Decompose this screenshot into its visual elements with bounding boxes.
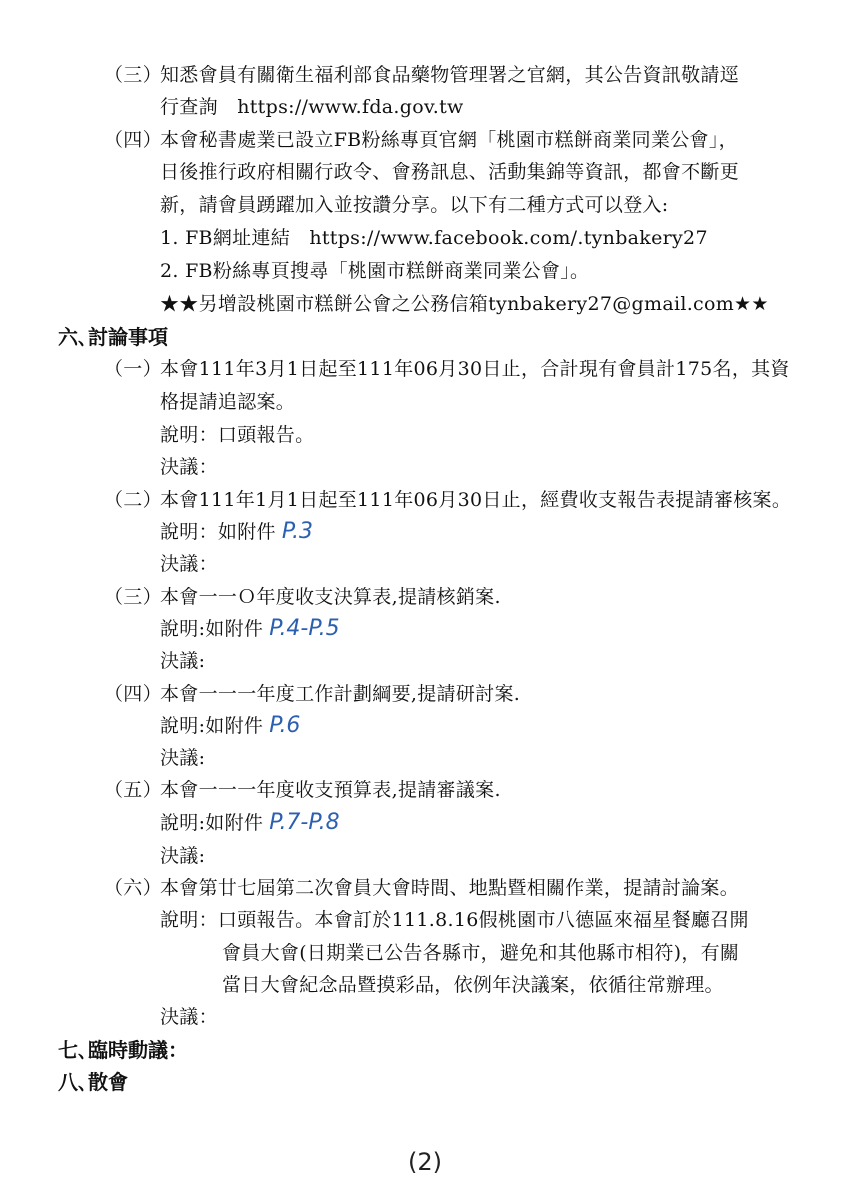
explanation: [160, 616, 340, 642]
section-heading-adjournment: 八､散會: [58, 1070, 128, 1094]
item-number: （四）: [104, 683, 162, 705]
explanation-label: 說明:如附件: [160, 618, 264, 640]
item-number: （六）: [104, 877, 162, 899]
resolution: 決議:: [160, 747, 206, 769]
explanation-label: 說明:如附件: [160, 715, 264, 737]
resolution: 決議:: [160, 650, 206, 672]
paragraph-line: 本會秘書處業已設立FB粉絲專頁官網「桃園市糕餅商業同業公會」，: [160, 129, 738, 151]
item-number: （三）: [104, 586, 162, 608]
resolution: 決議:: [160, 845, 206, 867]
fb-search-option: 2. FB粉絲專頁搜尋「桃園市糕餅商業同業公會」。: [160, 260, 590, 282]
section-heading-extempore-motions: 七､臨時動議：: [58, 1038, 188, 1062]
handwritten-page-ref: P.4-P.5: [269, 616, 340, 641]
paragraph-line: 本會一一一年度工作計劃綱要,提請研討案.: [160, 683, 521, 705]
paragraph-line: 本會一一Ｏ年度收支決算表,提請核銷案.: [160, 586, 501, 608]
paragraph-line: 知悉會員有關衛生福利部食品藥物管理署之官網，其公告資訊敬請逕: [160, 64, 740, 86]
paragraph-line: 本會111年3月1日起至111年06月30日止，合計現有會員計175名，其資: [160, 358, 790, 380]
resolution: 決議：: [160, 456, 218, 478]
handwritten-page-ref: P.3: [281, 519, 314, 544]
section-heading-discussion: 六､討論事項: [58, 325, 168, 349]
explanation-continued: 會員大會(日期業已公告各縣市，避免和其他縣市相符)，有關: [222, 942, 740, 964]
item-number: （五）: [104, 779, 162, 801]
page-number: (2): [408, 1148, 442, 1176]
paragraph-line: 本會一一一年度收支預算表,提請審議案.: [160, 779, 501, 801]
handwritten-page-ref: P.7-P.8: [269, 810, 340, 835]
item-number: （二）: [104, 489, 162, 511]
paragraph-line: 行查詢 https://www.fda.gov.tw: [160, 96, 464, 118]
paragraph-line: 本會第廿七屆第二次會員大會時間、地點暨相關作業，提請討論案。: [160, 877, 740, 899]
paragraph-line: 日後推行政府相關行政令、會務訊息、活動集錦等資訊，都會不斷更: [160, 161, 740, 183]
explanation: [160, 519, 313, 545]
explanation: [160, 810, 340, 836]
fb-link-option: 1. FB網址連結 https://www.facebook.com/.tynbakery27: [160, 227, 708, 249]
paragraph-line: 本會111年1月1日起至111年06月30日止，經費收支報告表提請審核案。: [160, 489, 792, 511]
paragraph-line: 格提請追認案。: [160, 391, 296, 413]
paragraph-line: 新，請會員踴躍加入並按讚分享。以下有二種方式可以登入:: [160, 194, 669, 216]
explanation: 說明：口頭報告。本會訂於111.8.16假桃園市八德區來福星餐廳召開: [160, 909, 749, 931]
email-notice: ★★另增設桃園市糕餅公會之公務信箱tynbakery27@gmail.com★★: [160, 293, 769, 315]
explanation-label: 說明:如附件: [160, 812, 264, 834]
item-number: （三）: [104, 64, 162, 86]
resolution: 決議：: [160, 553, 218, 575]
explanation: [160, 713, 300, 739]
item-number: （四）: [104, 129, 162, 151]
explanation: 說明：口頭報告。: [160, 424, 315, 446]
item-number: （一）: [104, 358, 162, 380]
resolution: 決議：: [160, 1006, 218, 1028]
explanation-continued: 當日大會紀念品暨摸彩品，依例年決議案，依循往常辦理。: [222, 974, 724, 996]
handwritten-page-ref: P.6: [269, 713, 301, 738]
explanation-label: 說明：如附件: [160, 521, 276, 543]
